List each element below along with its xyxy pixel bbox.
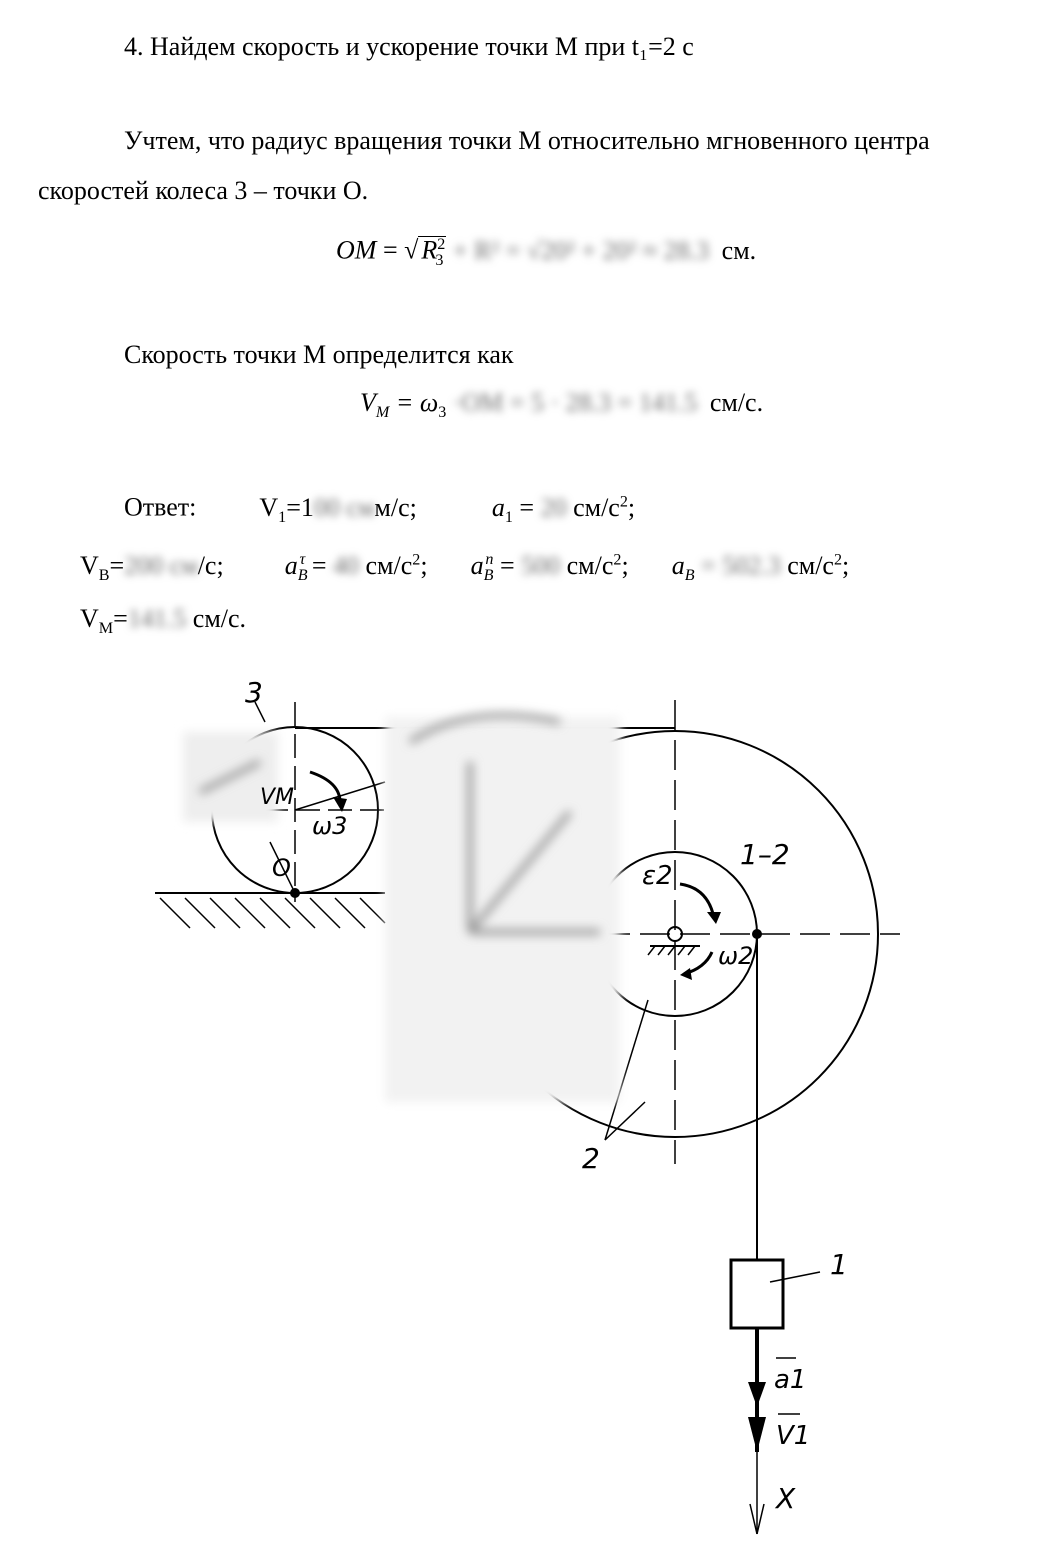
formula-vm (360, 390, 763, 421)
label-body12: 1–2 (740, 838, 790, 871)
label-omega2: ω2 (718, 942, 754, 970)
formula-vm-lhs: V (360, 388, 376, 417)
answer-ab-tau: $a_B^\tau = 40$ $см/с^2$; (284, 550, 428, 584)
label-body3: 3 (245, 676, 263, 709)
answer-label: Ответ: (124, 492, 197, 522)
formula-om-radicand: R (421, 235, 438, 265)
paragraph-radius-line1: Учтем, что радиус вращения точки М относительно мгновенного центра (124, 126, 930, 155)
label-omega3: ω3 (312, 812, 348, 840)
sqrt-sign: √ $R^2_3$ (404, 235, 446, 269)
label-v1: V1 (776, 1421, 811, 1451)
formula-om (336, 236, 756, 269)
formula-om-eq: = (382, 235, 398, 265)
formula-vm-unit: см/с. (709, 388, 764, 417)
answer-ab-n: $a_B^n = 500$ $см/с^2$; (470, 550, 629, 584)
answer-v1: $V_1=100$ смм/с; (259, 492, 417, 526)
answer-line1 (124, 494, 635, 526)
label-vm: VM (260, 785, 295, 810)
mechanism-diagram (0, 662, 1062, 1562)
label-a1: a1 (774, 1365, 807, 1395)
formula-om-obscured: + R² = √20² + 20² ≈ 28.3 (452, 235, 710, 265)
answer-vb: $V_B=200$ см/с; (80, 550, 224, 584)
formula-vm-eq-sub: 3 (438, 404, 447, 422)
label-x: X (776, 1482, 796, 1515)
answer-line3 (80, 606, 246, 637)
answer-a1: $a_1 = 20$ $см/с^2$; (491, 492, 636, 526)
formula-om-unit: см. (721, 235, 757, 265)
formula-vm-lhs-sub: M (375, 404, 390, 422)
label-eps2: ε2 (642, 861, 673, 891)
formula-om-radicand-sub: 3 (435, 251, 444, 269)
formula-vm-eq: = ω (395, 388, 439, 417)
formula-om-radicand-sup: 2 (437, 236, 446, 253)
answer-ab: $a_B = 502.3$ $см/с^2$; (671, 550, 850, 584)
label-body2: 2 (582, 1142, 600, 1175)
answer-vm: $V_M=141.5$ см/с. (80, 604, 247, 638)
paragraph-radius-line2: скоростей колеса 3 – точки О. (38, 176, 369, 205)
body-1 (731, 1260, 783, 1328)
section-heading: 4. Найдем скорость и ускорение точки М при t₁=2 с (124, 32, 694, 61)
paragraph-velocity: Скорость точки М определится как (124, 340, 514, 369)
label-body1: 1 (830, 1248, 848, 1281)
formula-om-lhs: OM (336, 235, 377, 265)
formula-vm-obscured: ·OM = 5 · 28.3 = 141.5 (452, 388, 698, 417)
answer-line2 (80, 552, 849, 584)
label-point-o: O (272, 854, 291, 882)
